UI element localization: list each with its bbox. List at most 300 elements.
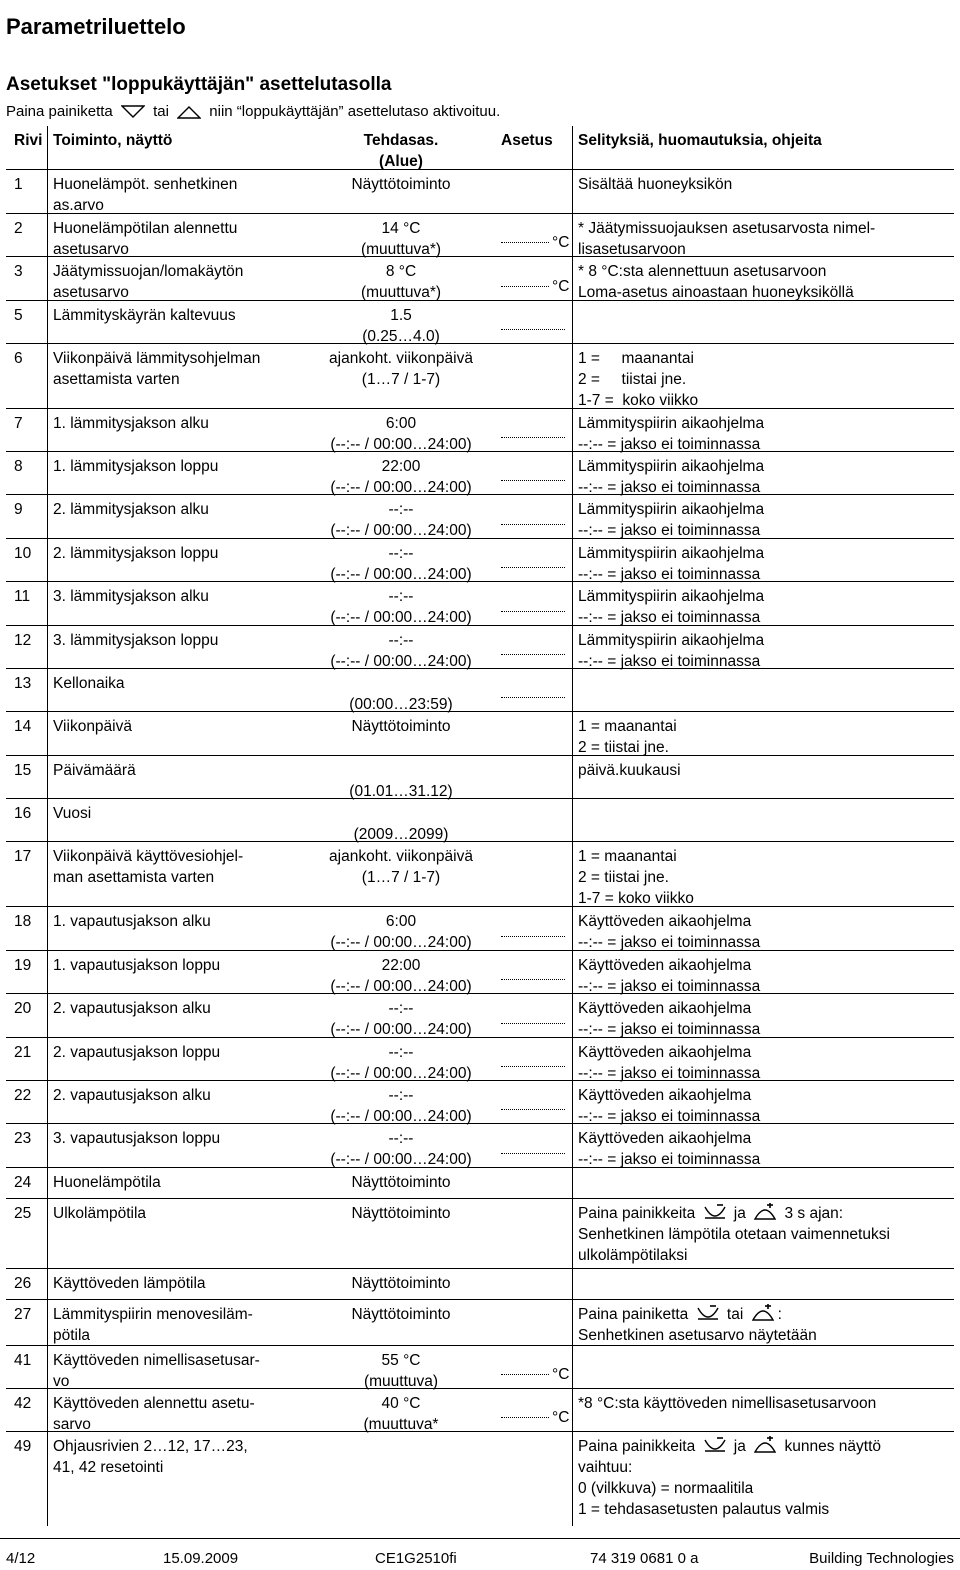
table-row: [6, 1300, 954, 1346]
function-line: Päivämäärä: [53, 762, 136, 779]
header-setting: Asetus: [501, 132, 553, 149]
row-default: [306, 499, 496, 541]
row-note: [578, 1042, 954, 1084]
default-line: (--:-- / 00:00…24:00): [330, 479, 472, 496]
default-line: (--:-- / 00:00…24:00): [330, 436, 472, 453]
default-line: (--:-- / 00:00…24:00): [330, 566, 472, 583]
note-line: päivä.kuukausi: [578, 762, 681, 779]
function-line: 1. vapautusjakson alku: [53, 913, 211, 930]
row-note: [578, 846, 954, 909]
header-function: Toiminto, näyttö: [53, 132, 173, 149]
row-function: [53, 911, 303, 932]
row-number: 21: [14, 1044, 32, 1061]
default-line: 8 °C: [385, 263, 417, 280]
row-function: [53, 1304, 303, 1346]
default-line: (0.25…4.0): [362, 328, 440, 345]
table-row: [6, 1124, 954, 1168]
note-line: --:-- = jakso ei toiminnassa: [578, 978, 761, 995]
default-line: --:--: [388, 501, 414, 518]
row-number: 41: [14, 1352, 32, 1369]
intro-text: [6, 103, 500, 120]
footer-date: 15.09.2009: [163, 1550, 239, 1567]
row-default: [306, 716, 496, 737]
row-function: [53, 499, 303, 520]
note-line: 2 = tiistai jne.: [578, 371, 687, 388]
table-row: [6, 495, 954, 539]
table-row: [6, 1081, 954, 1124]
row-note: [578, 499, 954, 541]
row-default: [306, 174, 496, 195]
row-default: [306, 911, 496, 953]
setting-blank[interactable]: [501, 524, 565, 525]
setting-blank[interactable]: [501, 242, 549, 243]
note-line: * Jäätymissuojauksen asetusarvosta nimel-: [578, 220, 876, 237]
default-line: 22:00: [381, 458, 421, 475]
note-line: --:-- = jakso ei toiminnassa: [578, 566, 761, 583]
row-function: [53, 673, 303, 694]
row-default: [306, 1172, 496, 1193]
note-line: [578, 1304, 954, 1325]
row-note: [578, 911, 954, 953]
down-button-icon: [121, 105, 145, 119]
function-line: asettamista varten: [53, 371, 180, 388]
row-default: [306, 543, 496, 585]
setting-blank[interactable]: [501, 329, 565, 330]
row-number: 19: [14, 957, 32, 974]
row-function: [53, 1436, 303, 1478]
table-row: [6, 257, 954, 301]
setting-blank[interactable]: [501, 654, 565, 655]
row-function: [53, 998, 303, 1019]
row-note: [578, 174, 954, 195]
function-line: vo: [53, 1373, 70, 1390]
row-number: 1: [14, 176, 23, 193]
row-number: 26: [14, 1275, 32, 1292]
default-line: (muuttuva*): [360, 241, 442, 258]
row-number: 10: [14, 545, 32, 562]
row-function: [53, 413, 303, 434]
row-default: [306, 955, 496, 997]
row-note: [578, 716, 954, 758]
row-note: [578, 1436, 954, 1520]
default-line: (muuttuva*: [363, 1416, 439, 1433]
row-note: [578, 218, 954, 260]
note-line: Käyttöveden aikaohjelma: [578, 957, 752, 974]
default-line: (muuttuva*): [360, 284, 442, 301]
table-row: [6, 712, 954, 756]
row-function: [53, 846, 303, 888]
note-line: 1 = maanantai: [578, 718, 677, 735]
row-number: 16: [14, 805, 32, 822]
section-title: Asetukset "loppukäyttäjän" asettelutasolla: [6, 74, 392, 95]
note-line: [578, 1203, 954, 1224]
default-line: Näyttötoiminto: [351, 1306, 451, 1323]
row-number: 13: [14, 675, 32, 692]
row-default: [306, 413, 496, 455]
setting-blank[interactable]: [501, 1066, 565, 1067]
note-line: Sisältää huoneyksikön: [578, 176, 733, 193]
setting-unit: °C: [552, 1409, 570, 1426]
default-line: [306, 673, 496, 694]
setting-blank[interactable]: [501, 567, 565, 568]
row-function: [53, 1085, 303, 1106]
default-line: 6:00: [385, 415, 417, 432]
default-line: --:--: [388, 588, 414, 605]
function-line: 2. lämmitysjakson alku: [53, 501, 209, 518]
default-line: --:--: [388, 1130, 414, 1147]
table-row: [6, 842, 954, 907]
function-line: pötila: [53, 1327, 91, 1344]
row-function: [53, 716, 303, 737]
note-line: Lämmityspiirin aikaohjelma: [578, 415, 765, 432]
note-line: Käyttöveden aikaohjelma: [578, 1087, 752, 1104]
row-note: [578, 1085, 954, 1127]
note-line: 1 = maanantai: [578, 848, 677, 865]
default-line: (--:-- / 00:00…24:00): [330, 609, 472, 626]
note-line: Käyttöveden aikaohjelma: [578, 1044, 752, 1061]
row-default: [306, 1128, 496, 1170]
setting-blank[interactable]: [501, 1417, 549, 1418]
row-function: [53, 218, 303, 260]
note-line: --:-- = jakso ei toiminnassa: [578, 1021, 761, 1038]
row-default: [306, 1304, 496, 1325]
default-line: (--:-- / 00:00…24:00): [330, 1108, 472, 1125]
default-line: (--:-- / 00:00…24:00): [330, 1065, 472, 1082]
row-number: 8: [14, 458, 23, 475]
row-default: [306, 1203, 496, 1224]
row-default: [306, 261, 496, 303]
function-line: Kellonaika: [53, 675, 125, 692]
parameter-table: [6, 126, 954, 1526]
plus-button-icon: [751, 1304, 775, 1322]
row-note: [578, 543, 954, 585]
note-line: --:-- = jakso ei toiminnassa: [578, 436, 761, 453]
default-line: [306, 803, 496, 824]
header-default: [306, 130, 496, 172]
note-line: Loma-asetus ainoastaan huoneyksiköllä: [578, 284, 854, 301]
default-line: --:--: [388, 632, 414, 649]
function-line: Jäätymissuojan/lomakäytön: [53, 263, 244, 280]
table-row: [6, 756, 954, 799]
row-function: [53, 543, 303, 564]
row-number: 3: [14, 263, 23, 280]
note-line: --:-- = jakso ei toiminnassa: [578, 1151, 761, 1168]
table-body: [6, 170, 954, 1526]
table-row: [6, 907, 954, 951]
row-default: [306, 1042, 496, 1084]
header-default-label: Tehdasas.: [363, 132, 439, 149]
note-line: --:-- = jakso ei toiminnassa: [578, 653, 761, 670]
row-number: 24: [14, 1174, 32, 1191]
row-function: [53, 174, 303, 216]
table-grid-line: [47, 126, 48, 1526]
default-line: --:--: [388, 545, 414, 562]
note-line: [578, 1436, 954, 1457]
function-line: 1. lämmitysjakson loppu: [53, 458, 219, 475]
setting-blank[interactable]: [501, 437, 565, 438]
table-row: [6, 301, 954, 344]
row-function: [53, 1393, 303, 1435]
table-row: [6, 539, 954, 582]
row-default: [306, 1393, 496, 1435]
default-line: 1.5: [390, 307, 412, 324]
function-line: Lämmityskäyrän kaltevuus: [53, 307, 236, 324]
row-function: [53, 1172, 303, 1193]
row-default: [306, 760, 496, 802]
row-default: [306, 218, 496, 260]
function-line: 41, 42 resetointi: [53, 1459, 164, 1476]
function-line: 1. vapautusjakson loppu: [53, 957, 221, 974]
row-default: [306, 1273, 496, 1294]
note-line: 2 = tiistai jne.: [578, 739, 669, 756]
note-line: 1 = maanantai: [578, 350, 694, 367]
row-note: [578, 586, 954, 628]
function-line: Viikonpäivä lämmitysohjelman: [53, 350, 261, 367]
row-function: [53, 1350, 303, 1392]
note-line: Lämmityspiirin aikaohjelma: [578, 458, 765, 475]
function-line: Huonelämpöt. senhetkinen: [53, 176, 238, 193]
page-footer: [0, 1538, 960, 1570]
function-line: Huonelämpötilan alennettu: [53, 220, 238, 237]
function-line: Vuosi: [53, 805, 92, 822]
function-line: 3. vapautusjakson loppu: [53, 1130, 221, 1147]
table-row: [6, 669, 954, 712]
row-default: [306, 630, 496, 672]
setting-unit: °C: [552, 1366, 570, 1383]
function-line: Ohjausrivien 2…12, 17…23,: [53, 1438, 248, 1455]
function-line: 3. lämmitysjakson loppu: [53, 632, 219, 649]
setting-unit: °C: [552, 234, 570, 251]
minus-button-icon: [703, 1436, 727, 1454]
note-line: Lämmityspiirin aikaohjelma: [578, 632, 765, 649]
note-line: Käyttöveden aikaohjelma: [578, 1000, 752, 1017]
table-row: [6, 409, 954, 452]
default-line: ajankoht. viikonpäivä: [329, 848, 473, 865]
note-line: * 8 °C:sta alennettuun asetusarvoon: [578, 263, 827, 280]
function-line: asetusarvo: [53, 241, 129, 258]
default-line: (muuttuva): [363, 1373, 439, 1390]
row-number: 7: [14, 415, 23, 432]
note-text: tai: [722, 1306, 748, 1323]
minus-button-icon: [696, 1304, 720, 1322]
function-line: Lämmityspiirin menovesiläm-: [53, 1306, 253, 1323]
note-text: ja: [729, 1205, 751, 1222]
default-line: (--:-- / 00:00…24:00): [330, 522, 472, 539]
table-row: [6, 582, 954, 626]
table-row: [6, 1038, 954, 1081]
footer-page: 4/12: [6, 1550, 36, 1567]
note-text: Paina painiketta: [578, 1306, 693, 1323]
note-line: *8 °C:sta käyttöveden nimellisasetusarvoon: [578, 1395, 877, 1412]
default-line: (1…7 / 1-7): [361, 371, 441, 388]
row-number: 2: [14, 220, 23, 237]
row-function: [53, 1203, 303, 1224]
table-row: [6, 626, 954, 669]
header-row: Rivi: [14, 132, 43, 149]
table-row: [6, 1168, 954, 1199]
note-line: 1-7 = koko viikko: [578, 890, 694, 907]
note-line: Senhetkinen lämpötila otetaan vaimennetuksi: [578, 1226, 890, 1243]
note-line: vaihtuu:: [578, 1459, 633, 1476]
default-line: [306, 760, 496, 781]
function-line: Käyttöveden nimellisasetusar-: [53, 1352, 260, 1369]
row-default: [306, 1350, 496, 1392]
row-note: [578, 998, 954, 1040]
table-grid-line: [572, 126, 573, 1526]
minus-button-icon: [703, 1203, 727, 1221]
function-line: man asettamista varten: [53, 869, 215, 886]
note-text: :: [777, 1306, 782, 1323]
row-number: 49: [14, 1438, 32, 1455]
note-text: Paina painikkeita: [578, 1438, 700, 1455]
note-line: 2 = tiistai jne.: [578, 869, 669, 886]
default-line: --:--: [388, 1000, 414, 1017]
default-line: Näyttötoiminto: [351, 718, 451, 735]
function-line: Ulkolämpötila: [53, 1205, 147, 1222]
note-line: --:-- = jakso ei toiminnassa: [578, 1108, 761, 1125]
row-number: 6: [14, 350, 23, 367]
default-line: (--:-- / 00:00…24:00): [330, 934, 472, 951]
row-function: [53, 261, 303, 303]
row-number: 9: [14, 501, 23, 518]
default-line: (--:-- / 00:00…24:00): [330, 1151, 472, 1168]
note-line: Senhetkinen asetusarvo näytetään: [578, 1327, 817, 1344]
default-line: ajankoht. viikonpäivä: [329, 350, 473, 367]
function-line: 1. lämmitysjakson alku: [53, 415, 209, 432]
row-default: [306, 803, 496, 845]
default-line: --:--: [388, 1087, 414, 1104]
default-line: (2009…2099): [353, 826, 449, 843]
note-line: lisasetusarvoon: [578, 241, 686, 258]
function-line: 2. lämmitysjakson loppu: [53, 545, 219, 562]
note-line: Lämmityspiirin aikaohjelma: [578, 545, 765, 562]
setting-blank[interactable]: [501, 480, 565, 481]
note-line: ulkolämpötilaksi: [578, 1247, 688, 1264]
table-row: [6, 1389, 954, 1432]
row-note: [578, 1393, 954, 1414]
table-header: [6, 126, 954, 170]
setting-unit: °C: [552, 278, 570, 295]
note-line: 1 = tehdasasetusten palautus valmis: [578, 1501, 830, 1518]
note-line: Lämmityspiirin aikaohjelma: [578, 588, 765, 605]
default-line: (1…7 / 1-7): [361, 869, 441, 886]
row-note: [578, 413, 954, 455]
row-note: [578, 1203, 954, 1266]
row-number: 18: [14, 913, 32, 930]
row-number: 14: [14, 718, 32, 735]
row-number: 25: [14, 1205, 32, 1222]
function-line: asetusarvo: [53, 284, 129, 301]
note-line: Käyttöveden aikaohjelma: [578, 1130, 752, 1147]
table-row: [6, 799, 954, 842]
table-row: [6, 214, 954, 257]
row-function: [53, 348, 303, 390]
row-number: 23: [14, 1130, 32, 1147]
row-default: [306, 456, 496, 498]
row-function: [53, 803, 303, 824]
setting-blank[interactable]: [501, 286, 549, 287]
row-number: 11: [14, 588, 31, 605]
row-note: [578, 955, 954, 997]
setting-blank[interactable]: [501, 979, 565, 980]
default-line: (01.01…31.12): [349, 783, 453, 800]
row-note: [578, 1304, 954, 1346]
row-note: [578, 1128, 954, 1170]
up-button-icon: [177, 105, 201, 119]
footer-code: 74 319 0681 0 a: [590, 1550, 699, 1567]
row-number: 12: [14, 632, 32, 649]
row-function: [53, 305, 303, 326]
intro-middle: tai: [153, 103, 169, 120]
default-line: Näyttötoiminto: [351, 1275, 451, 1292]
default-line: (--:-- / 00:00…24:00): [330, 1021, 472, 1038]
default-line: 40 °C: [381, 1395, 421, 1412]
setting-blank[interactable]: [501, 697, 565, 698]
setting-blank[interactable]: [501, 1109, 565, 1110]
footer-doc: CE1G2510fi: [375, 1550, 457, 1567]
default-line: Näyttötoiminto: [351, 1174, 451, 1191]
default-line: Näyttötoiminto: [351, 1205, 451, 1222]
table-row: [6, 1432, 954, 1526]
row-note: [578, 348, 954, 411]
setting-blank[interactable]: [501, 611, 565, 612]
note-text: kunnes näyttö: [780, 1438, 882, 1455]
row-number: 15: [14, 762, 32, 779]
function-line: as.arvo: [53, 197, 104, 214]
default-line: (--:-- / 00:00…24:00): [330, 978, 472, 995]
row-function: [53, 1042, 303, 1063]
function-line: Viikonpäivä käyttövesiohjel-: [53, 848, 244, 865]
row-function: [53, 630, 303, 651]
default-line: (--:-- / 00:00…24:00): [330, 653, 472, 670]
intro-after: niin “loppukäyttäjän” asettelutaso aktivoituu.: [209, 103, 501, 120]
note-line: --:-- = jakso ei toiminnassa: [578, 1065, 761, 1082]
page-title: Parametriluettelo: [6, 14, 186, 39]
note-line: 0 (vilkkuva) = normaalitila: [578, 1480, 754, 1497]
setting-blank[interactable]: [501, 1153, 565, 1154]
row-function: [53, 1128, 303, 1149]
intro-before: Paina painiketta: [6, 103, 113, 120]
row-number: 5: [14, 307, 23, 324]
function-line: Käyttöveden lämpötila: [53, 1275, 206, 1292]
function-line: Huonelämpötila: [53, 1174, 161, 1191]
row-function: [53, 586, 303, 607]
note-text: 3 s ajan:: [780, 1205, 844, 1222]
row-number: 20: [14, 1000, 32, 1017]
table-row: [6, 1346, 954, 1389]
setting-blank[interactable]: [501, 1374, 549, 1375]
default-line: 6:00: [385, 913, 417, 930]
row-default: [306, 348, 496, 390]
table-row: [6, 1269, 954, 1300]
setting-blank[interactable]: [501, 1023, 565, 1024]
note-line: Käyttöveden aikaohjelma: [578, 913, 752, 930]
row-default: [306, 846, 496, 888]
default-line: --:--: [388, 1044, 414, 1061]
table-row: [6, 344, 954, 409]
row-note: [578, 630, 954, 672]
row-function: [53, 456, 303, 477]
note-line: --:-- = jakso ei toiminnassa: [578, 609, 761, 626]
function-line: Käyttöveden alennettu asetu-: [53, 1395, 255, 1412]
note-line: --:-- = jakso ei toiminnassa: [578, 522, 761, 539]
plus-button-icon: [753, 1436, 777, 1454]
row-note: [578, 456, 954, 498]
setting-blank[interactable]: [501, 936, 565, 937]
row-function: [53, 955, 303, 976]
note-line: Lämmityspiirin aikaohjelma: [578, 501, 765, 518]
note-line: --:-- = jakso ei toiminnassa: [578, 479, 761, 496]
